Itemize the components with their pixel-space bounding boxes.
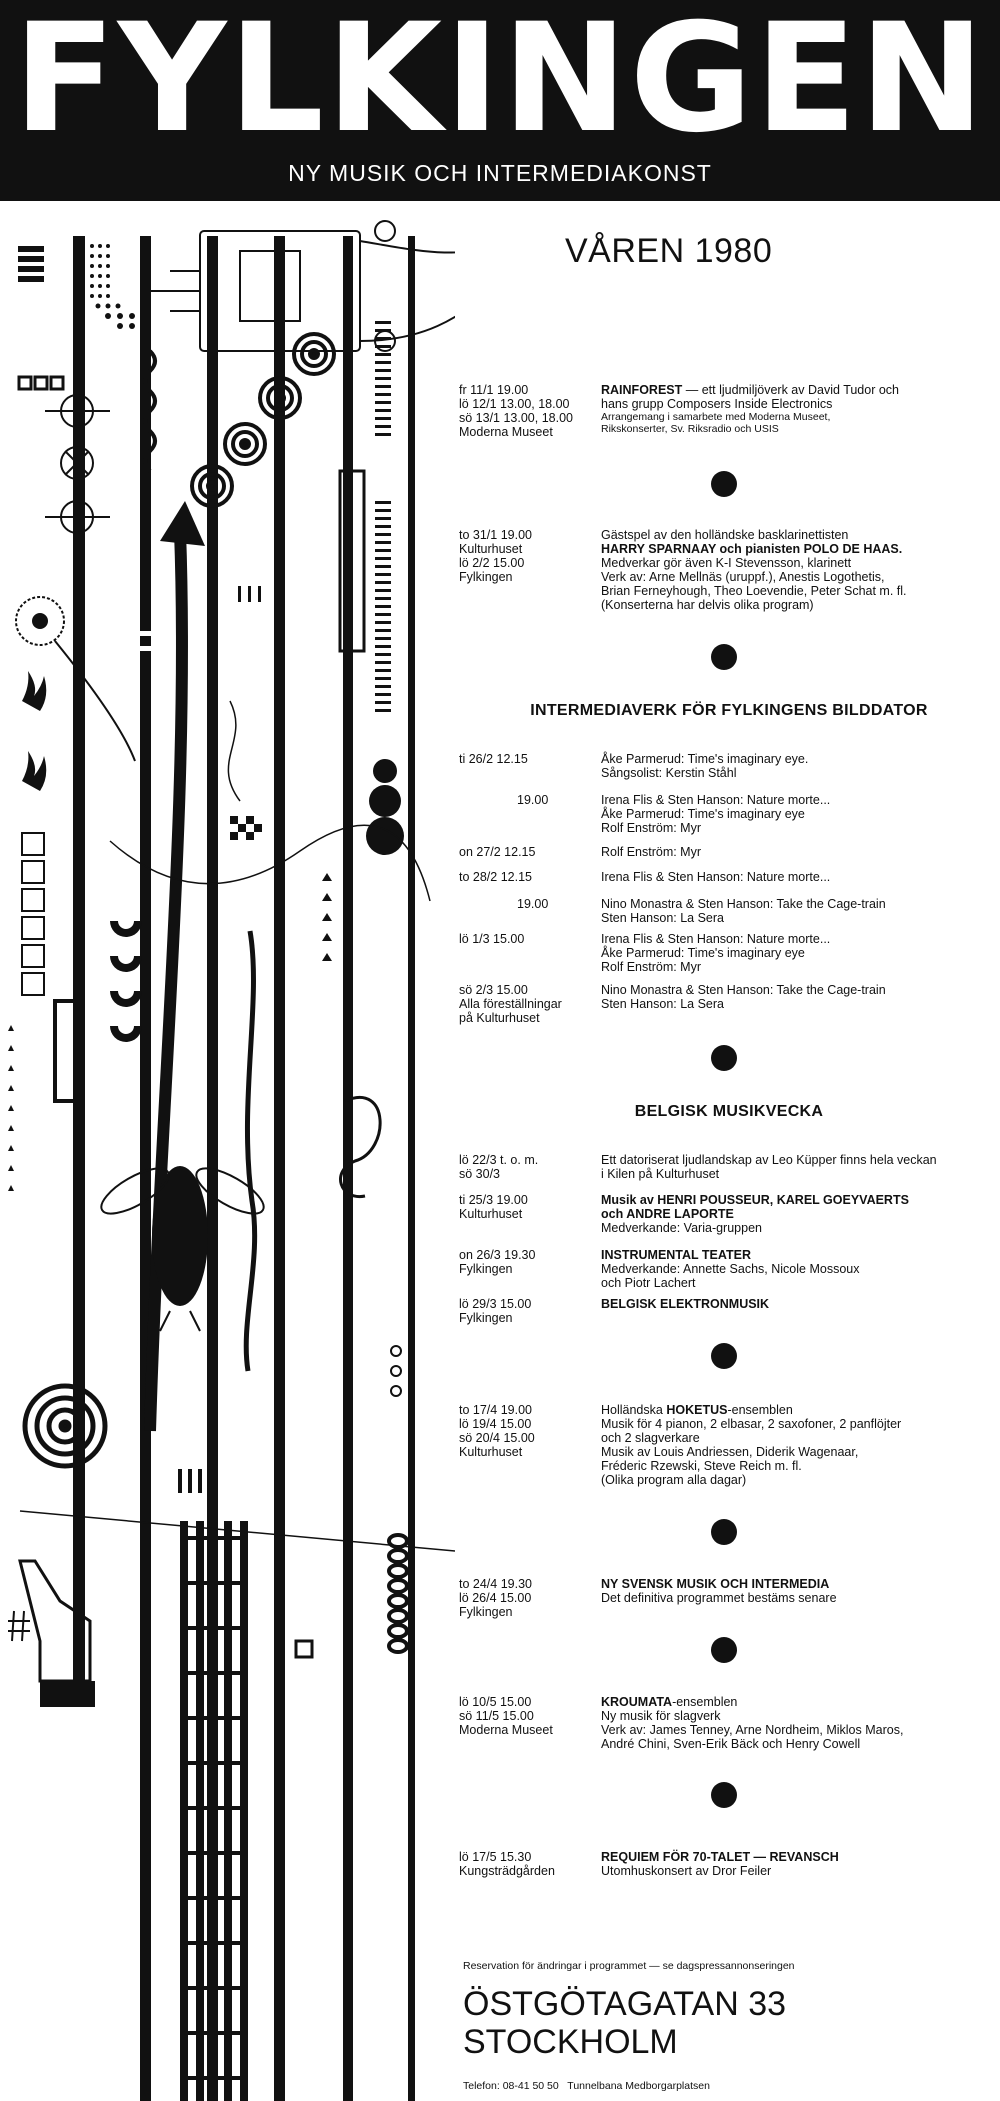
event-title: INSTRUMENTAL TEATER <box>601 1248 751 1262</box>
event-text: Rolf Enström: Myr <box>601 845 702 859</box>
event-title: och ANDRE LAPORTE <box>601 1207 734 1221</box>
event-dates: lö 22/3 t. o. m. sö 30/3 <box>459 1153 539 1181</box>
event-text: hans grupp Composers Inside Electronics <box>601 397 833 411</box>
event-kroumata <box>459 1695 999 1751</box>
event-dates: lö 1/3 15.00 <box>459 932 525 946</box>
target-icon <box>25 1386 105 1466</box>
event-dates: to 28/2 12.15 <box>459 870 532 884</box>
event-text: Brian Ferneyhough, Theo Loevendie, Peter Schat m. fl. <box>601 584 907 598</box>
separator-dot <box>711 644 737 670</box>
event-belgisk-3 <box>459 1248 999 1290</box>
event-title: KROUMATA <box>601 1695 673 1709</box>
crescent-shapes <box>110 921 142 1042</box>
event-text: Rolf Enström: Myr <box>601 960 702 974</box>
event-text: André Chini, Sven-Erik Bäck och Henry Cowell <box>601 1737 861 1751</box>
event-text: -ensemblen <box>727 1403 793 1417</box>
event-dates: fr 11/1 19.00 lö 12/1 13.00, 18.00 sö 13/1 13.00, 18.00 Moderna Museet <box>459 383 573 439</box>
event-text: Åke Parmerud: Time's imaginary eye <box>601 946 805 960</box>
event-text: Ett datoriserat ljudlandskap av Leo Küpper finns hela veckan <box>601 1153 937 1167</box>
barcode-ladder <box>375 321 391 712</box>
event-text: Rolf Enström: Myr <box>601 821 702 835</box>
event-text: Sten Hanson: La Sera <box>601 911 724 925</box>
event-belgisk-2 <box>459 1193 999 1235</box>
event-text: i Kilen på Kulturhuset <box>601 1167 720 1181</box>
event-dates: on 26/3 19.30 Fylkingen <box>459 1248 536 1276</box>
event-dates: lö 10/5 15.00 sö 11/5 15.00 Moderna Museet <box>459 1695 553 1737</box>
event-text: Verk av: James Tenney, Arne Nordheim, Miklos Maros, <box>601 1723 904 1737</box>
event-dates: to 24/4 19.30 lö 26/4 15.00 Fylkingen <box>459 1577 532 1619</box>
event-text: Sten Hanson: La Sera <box>601 997 724 1011</box>
event-text: Irena Flis & Sten Hanson: Nature morte... <box>601 870 831 884</box>
separator-dot <box>711 471 737 497</box>
event-title: REQUIEM FÖR 70-TALET — REVANSCH <box>601 1850 839 1864</box>
event-text: Holländska <box>601 1403 667 1417</box>
crosshair-icons <box>45 379 110 549</box>
event-bilddator-4 <box>459 870 999 884</box>
event-text: Nino Monastra & Sten Hanson: Take the Cage-train <box>601 983 886 997</box>
separator-dot <box>711 1045 737 1071</box>
vertical-bar <box>274 236 285 2101</box>
event-text: Medverkar gör även K-I Stevensson, klarinett <box>601 556 852 570</box>
event-text: Åke Parmerud: Time's imaginary eye. <box>601 752 809 766</box>
event-note: Rikskonserter, Sv. Riksradio och USIS <box>601 423 779 435</box>
event-title: HARRY SPARNAAY och pianisten POLO DE HAAS. <box>601 542 903 556</box>
event-bilddator-3 <box>459 845 999 859</box>
event-text: Sångsolist: Kerstin Ståhl <box>601 766 737 780</box>
event-text: Musik av Louis Andriessen, Diderik Wagenaar, <box>601 1445 859 1459</box>
event-text: Utomhuskonsert av Dror Feiler <box>601 1864 772 1878</box>
event-dates: on 27/2 12.15 <box>459 845 536 859</box>
season-heading: VÅREN 1980 <box>565 232 773 270</box>
insect-illustration <box>95 1160 270 1331</box>
footer-address <box>463 1985 786 2061</box>
event-text: och Piotr Lachert <box>601 1276 696 1290</box>
event-text: Nino Monastra & Sten Hanson: Take the Cage-train <box>601 897 886 911</box>
event-belgisk-4 <box>459 1297 999 1325</box>
event-text: Musik för 4 pianon, 2 elbasar, 2 saxofoner, 2 panflöjter <box>601 1417 902 1431</box>
event-text: Ny musik för slagverk <box>601 1709 721 1723</box>
address-city: STOCKHOLM <box>463 2023 678 2061</box>
event-text: Medverkande: Annette Sachs, Nicole Mossoux <box>601 1262 860 1276</box>
event-bilddator-7 <box>459 983 999 1025</box>
separator-dot <box>711 1343 737 1369</box>
event-belgisk-1 <box>459 1153 999 1181</box>
event-dates: sö 2/3 15.00 Alla föreställningar på Kulturhuset <box>459 983 562 1025</box>
event-rainforest <box>459 383 999 439</box>
footer-phone: Telefon: 08-41 50 50 Tunnelbana Medborgarplatsen <box>463 2080 710 2092</box>
event-bilddator-5 <box>459 897 999 925</box>
event-text: Åke Parmerud: Time's imaginary eye <box>601 807 805 821</box>
address-street: ÖSTGÖTAGATAN 33 <box>463 1985 787 2023</box>
event-dates: to 17/4 19.00 lö 19/4 15.00 sö 20/4 15.00 Kulturhuset <box>459 1403 535 1459</box>
event-note: Arrangemang i samarbete med Moderna Museet, <box>601 411 831 423</box>
event-title: HOKETUS <box>666 1403 728 1417</box>
header-banner <box>0 0 1000 201</box>
event-text: Det definitiva programmet bestäms senare <box>601 1591 837 1605</box>
separator-dot <box>711 1782 737 1808</box>
event-hoketus <box>459 1403 999 1487</box>
section-heading-belgisk: BELGISK MUSIKVECKA <box>634 1103 824 1120</box>
square-column <box>22 833 44 995</box>
event-title: NY SVENSK MUSIK OCH INTERMEDIA <box>601 1577 830 1591</box>
event-dates: ti 26/2 12.15 <box>459 752 528 766</box>
event-dates: lö 29/3 15.00 Fylkingen <box>459 1297 532 1325</box>
page-title: FYLKINGEN <box>13 0 987 166</box>
event-text: -ensemblen <box>672 1695 738 1709</box>
event-title: Musik av HENRI POUSSEUR, KAREL GOEYVAERTS <box>601 1193 909 1207</box>
event-text: — ett ljudmiljöverk av David Tudor och <box>682 383 900 397</box>
checkerboard <box>230 816 262 840</box>
event-bilddator-2 <box>459 793 999 835</box>
event-dates: 19.00 <box>517 897 549 911</box>
decorative-artwork <box>0 201 455 2101</box>
chain-shape <box>389 1535 407 1652</box>
event-text: (Olika program alla dagar) <box>601 1473 747 1487</box>
event-text: (Konserterna har delvis olika program) <box>601 598 814 612</box>
event-ny-svensk <box>459 1577 999 1619</box>
footer-note: Reservation för ändringar i programmet — se dagspressannonseringen <box>463 1960 795 1972</box>
soundwave-strip <box>344 1261 353 1441</box>
event-requiem <box>459 1850 999 1878</box>
vertical-bar <box>140 236 151 2101</box>
spindle-line <box>246 931 254 1371</box>
dot-cluster <box>366 759 404 855</box>
vertical-bar <box>408 236 415 2101</box>
event-dates: to 31/1 19.00 Kulturhuset lö 2/2 15.00 Fylkingen <box>459 528 532 584</box>
event-text: Irena Flis & Sten Hanson: Nature morte... <box>601 793 831 807</box>
page-subtitle: NY MUSIK OCH INTERMEDIAKONST <box>288 160 712 186</box>
event-text: Gästspel av den holländske basklarinettisten <box>601 528 849 542</box>
separator-dot <box>711 1519 737 1545</box>
event-text: och 2 slagverkare <box>601 1431 700 1445</box>
event-dates: lö 17/5 15.30 Kungsträdgården <box>459 1850 555 1878</box>
event-bilddator-1 <box>459 752 999 780</box>
event-dates: ti 25/3 19.00 Kulturhuset <box>459 1193 528 1221</box>
dot-grid <box>90 244 135 329</box>
event-text: Verk av: Arne Mellnäs (uruppf.), Anestis Logothetis, <box>601 570 885 584</box>
event-dates: 19.00 <box>517 793 549 807</box>
separator-dot <box>711 1637 737 1663</box>
event-text: Medverkande: Varia-gruppen <box>601 1221 762 1235</box>
event-title: BELGISK ELEKTRONMUSIK <box>601 1297 770 1311</box>
event-sparnaay <box>459 528 999 612</box>
event-bilddator-6 <box>459 932 999 974</box>
event-title: RAINFOREST <box>601 383 683 397</box>
event-text: Irena Flis & Sten Hanson: Nature morte... <box>601 932 831 946</box>
stacked-arcs <box>18 246 44 282</box>
event-text: Fréderic Rzewski, Steve Reich m. fl. <box>601 1459 802 1473</box>
section-heading-bilddator: INTERMEDIAVERK FÖR FYLKINGENS BILDDATOR <box>530 702 928 719</box>
